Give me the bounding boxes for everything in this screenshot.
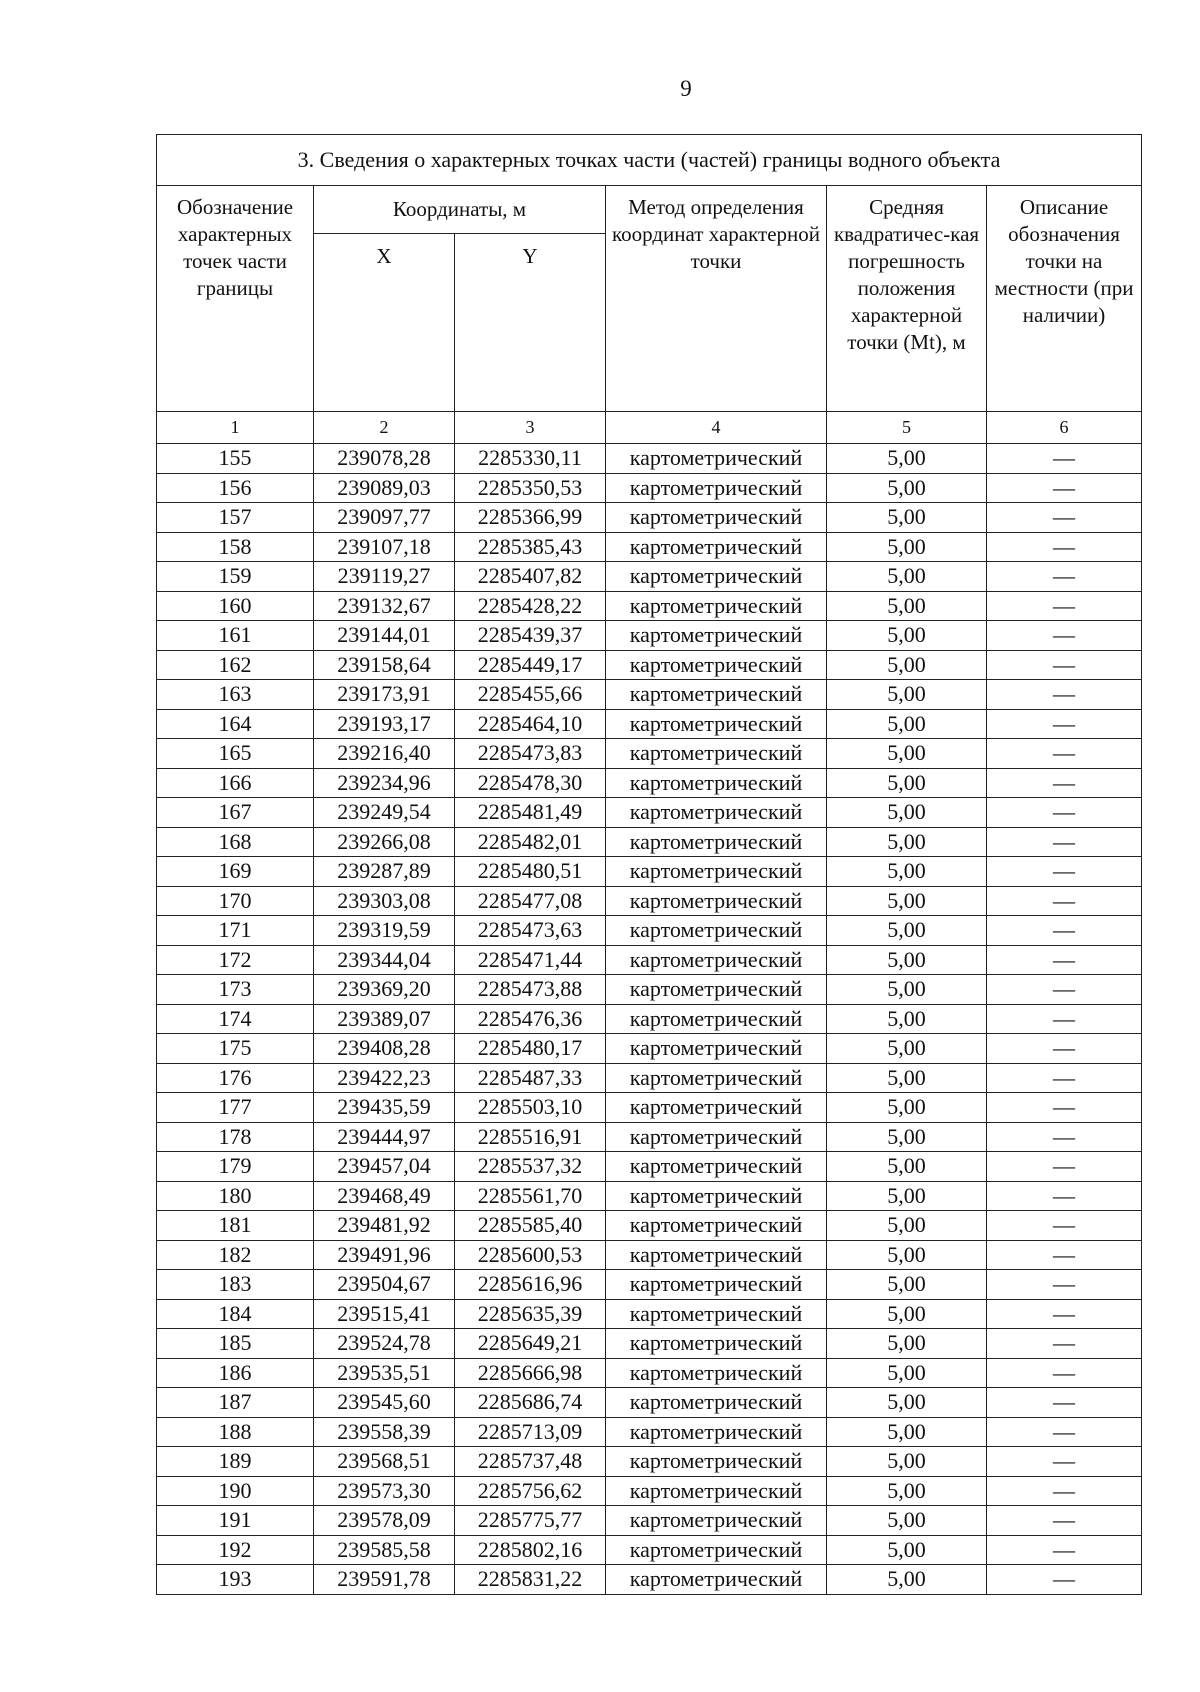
description-cell: — [987,798,1142,828]
method-cell: картометрический [606,709,827,739]
point-cell: 168 [157,827,314,857]
mt-error-cell: 5,00 [827,1329,987,1359]
mt-error-cell: 5,00 [827,1240,987,1270]
table-row [157,1211,1142,1241]
point-cell: 171 [157,916,314,946]
mt-error-cell: 5,00 [827,1093,987,1123]
description-cell: — [987,1211,1142,1241]
y-coordinate-cell: 2285455,66 [455,680,606,710]
column-number: 6 [987,412,1142,444]
point-cell: 175 [157,1034,314,1064]
point-cell: 177 [157,1093,314,1123]
point-cell: 189 [157,1447,314,1477]
y-coordinate-cell: 2285366,99 [455,503,606,533]
mt-error-cell: 5,00 [827,1417,987,1447]
x-coordinate-cell: 239132,67 [314,591,455,621]
y-coordinate-cell: 2285756,62 [455,1476,606,1506]
point-cell: 173 [157,975,314,1005]
mt-error-cell: 5,00 [827,1476,987,1506]
description-cell: — [987,768,1142,798]
description-cell: — [987,503,1142,533]
method-cell: картометрический [606,1447,827,1477]
mt-error-cell: 5,00 [827,975,987,1005]
column-number: 1 [157,412,314,444]
table-row [157,591,1142,621]
method-cell: картометрический [606,1152,827,1182]
mt-error-cell: 5,00 [827,1004,987,1034]
mt-error-cell: 5,00 [827,739,987,769]
description-cell: — [987,1270,1142,1300]
point-cell: 156 [157,473,314,503]
mt-error-cell: 5,00 [827,473,987,503]
y-coordinate-cell: 2285616,96 [455,1270,606,1300]
description-cell: — [987,680,1142,710]
method-cell: картометрический [606,1388,827,1418]
mt-error-cell: 5,00 [827,591,987,621]
table-row [157,945,1142,975]
point-cell: 164 [157,709,314,739]
table-row [157,1240,1142,1270]
mt-error-cell: 5,00 [827,1565,987,1595]
point-cell: 185 [157,1329,314,1359]
method-cell: картометрический [606,1329,827,1359]
x-coordinate-cell: 239457,04 [314,1152,455,1182]
description-cell: — [987,945,1142,975]
y-coordinate-cell: 2285802,16 [455,1535,606,1565]
method-cell: картометрический [606,1181,827,1211]
description-cell: — [987,1358,1142,1388]
description-cell: — [987,886,1142,916]
y-coordinate-cell: 2285635,39 [455,1299,606,1329]
x-coordinate-cell: 239568,51 [314,1447,455,1477]
table-row [157,916,1142,946]
mt-error-cell: 5,00 [827,945,987,975]
description-cell: — [987,1240,1142,1270]
description-cell: — [987,857,1142,887]
method-cell: картометрический [606,1476,827,1506]
mt-error-cell: 5,00 [827,650,987,680]
table-row [157,1122,1142,1152]
table-row [157,1152,1142,1182]
y-coordinate-cell: 2285480,51 [455,857,606,887]
y-coordinate-cell: 2285330,11 [455,444,606,474]
method-cell: картометрический [606,1535,827,1565]
mt-error-cell: 5,00 [827,857,987,887]
point-cell: 184 [157,1299,314,1329]
point-cell: 180 [157,1181,314,1211]
table-row [157,621,1142,651]
x-coordinate-cell: 239216,40 [314,739,455,769]
x-coordinate-cell: 239119,27 [314,562,455,592]
header-method: Метод определения координат характерной точки [606,186,827,412]
x-coordinate-cell: 239389,07 [314,1004,455,1034]
method-cell: картометрический [606,473,827,503]
header-designation: Обозначение характерных точек части границы [157,186,314,412]
point-cell: 181 [157,1211,314,1241]
y-coordinate-cell: 2285686,74 [455,1388,606,1418]
x-coordinate-cell: 239266,08 [314,827,455,857]
mt-error-cell: 5,00 [827,1535,987,1565]
x-coordinate-cell: 239078,28 [314,444,455,474]
description-cell: — [987,444,1142,474]
description-cell: — [987,1299,1142,1329]
mt-error-cell: 5,00 [827,1152,987,1182]
x-coordinate-cell: 239491,96 [314,1240,455,1270]
description-cell: — [987,532,1142,562]
description-cell: — [987,1093,1142,1123]
y-coordinate-cell: 2285537,32 [455,1152,606,1182]
table-row [157,857,1142,887]
method-cell: картометрический [606,1240,827,1270]
table-row [157,768,1142,798]
point-cell: 167 [157,798,314,828]
description-cell: — [987,1004,1142,1034]
table-row [157,1506,1142,1536]
point-cell: 179 [157,1152,314,1182]
x-coordinate-cell: 239545,60 [314,1388,455,1418]
description-cell: — [987,621,1142,651]
header-error: Средняя квадратичес-кая погрешность положения характерной точки (Mt), м [827,186,987,412]
y-coordinate-cell: 2285480,17 [455,1034,606,1064]
table-title: 3. Сведения о характерных точках части (частей) границы водного объекта [157,135,1142,186]
point-cell: 191 [157,1506,314,1536]
description-cell: — [987,1122,1142,1152]
y-coordinate-cell: 2285464,10 [455,709,606,739]
point-cell: 169 [157,857,314,887]
table-row [157,1565,1142,1595]
table-row [157,1476,1142,1506]
x-coordinate-cell: 239249,54 [314,798,455,828]
table-row [157,1270,1142,1300]
table-row [157,562,1142,592]
y-coordinate-cell: 2285775,77 [455,1506,606,1536]
mt-error-cell: 5,00 [827,916,987,946]
x-coordinate-cell: 239558,39 [314,1417,455,1447]
method-cell: картометрический [606,503,827,533]
table-row [157,1447,1142,1477]
point-cell: 163 [157,680,314,710]
y-coordinate-cell: 2285471,44 [455,945,606,975]
x-coordinate-cell: 239173,91 [314,680,455,710]
description-cell: — [987,1329,1142,1359]
method-cell: картометрический [606,739,827,769]
mt-error-cell: 5,00 [827,621,987,651]
method-cell: картометрический [606,1270,827,1300]
mt-error-cell: 5,00 [827,562,987,592]
column-number: 5 [827,412,987,444]
y-coordinate-cell: 2285737,48 [455,1447,606,1477]
mt-error-cell: 5,00 [827,768,987,798]
x-coordinate-cell: 239504,67 [314,1270,455,1300]
method-cell: картометрический [606,1211,827,1241]
table-row [157,975,1142,1005]
description-cell: — [987,1447,1142,1477]
mt-error-cell: 5,00 [827,1358,987,1388]
table-row [157,1004,1142,1034]
mt-error-cell: 5,00 [827,1447,987,1477]
table-row [157,503,1142,533]
header-coordinates: Координаты, м [314,186,606,234]
x-coordinate-cell: 239097,77 [314,503,455,533]
y-coordinate-cell: 2285477,08 [455,886,606,916]
table-row [157,709,1142,739]
x-coordinate-cell: 239193,17 [314,709,455,739]
point-cell: 166 [157,768,314,798]
mt-error-cell: 5,00 [827,827,987,857]
point-cell: 183 [157,1270,314,1300]
point-cell: 160 [157,591,314,621]
method-cell: картометрический [606,680,827,710]
x-coordinate-cell: 239585,58 [314,1535,455,1565]
method-cell: картометрический [606,1122,827,1152]
point-cell: 192 [157,1535,314,1565]
method-cell: картометрический [606,1506,827,1536]
y-coordinate-cell: 2285713,09 [455,1417,606,1447]
column-number: 3 [455,412,606,444]
table-row [157,739,1142,769]
point-cell: 190 [157,1476,314,1506]
x-coordinate-cell: 239578,09 [314,1506,455,1536]
x-coordinate-cell: 239319,59 [314,916,455,946]
x-coordinate-cell: 239422,23 [314,1063,455,1093]
point-cell: 170 [157,886,314,916]
x-coordinate-cell: 239444,97 [314,1122,455,1152]
point-cell: 161 [157,621,314,651]
point-cell: 155 [157,444,314,474]
x-coordinate-cell: 239158,64 [314,650,455,680]
y-coordinate-cell: 2285561,70 [455,1181,606,1211]
y-coordinate-cell: 2285476,36 [455,1004,606,1034]
y-coordinate-cell: 2285449,17 [455,650,606,680]
boundary-points-table [156,134,1142,1595]
table-row [157,798,1142,828]
x-coordinate-cell: 239435,59 [314,1093,455,1123]
header-description: Описание обозначения точки на местности (при наличии) [987,186,1142,412]
mt-error-cell: 5,00 [827,680,987,710]
description-cell: — [987,1535,1142,1565]
method-cell: картометрический [606,945,827,975]
description-cell: — [987,1152,1142,1182]
method-cell: картометрический [606,591,827,621]
y-coordinate-cell: 2285385,43 [455,532,606,562]
table-row [157,1358,1142,1388]
mt-error-cell: 5,00 [827,1299,987,1329]
point-cell: 172 [157,945,314,975]
point-cell: 187 [157,1388,314,1418]
x-coordinate-cell: 239515,41 [314,1299,455,1329]
x-coordinate-cell: 239524,78 [314,1329,455,1359]
method-cell: картометрический [606,444,827,474]
method-cell: картометрический [606,1034,827,1064]
header-x: X [314,234,455,412]
y-coordinate-cell: 2285503,10 [455,1093,606,1123]
description-cell: — [987,1034,1142,1064]
description-cell: — [987,562,1142,592]
description-cell: — [987,916,1142,946]
point-cell: 176 [157,1063,314,1093]
method-cell: картометрический [606,532,827,562]
table-row [157,1181,1142,1211]
point-cell: 186 [157,1358,314,1388]
mt-error-cell: 5,00 [827,1034,987,1064]
x-coordinate-cell: 239303,08 [314,886,455,916]
x-coordinate-cell: 239408,28 [314,1034,455,1064]
y-coordinate-cell: 2285600,53 [455,1240,606,1270]
table-row [157,1063,1142,1093]
point-cell: 158 [157,532,314,562]
method-cell: картометрический [606,886,827,916]
y-coordinate-cell: 2285482,01 [455,827,606,857]
x-coordinate-cell: 239535,51 [314,1358,455,1388]
point-cell: 193 [157,1565,314,1595]
table-row [157,1388,1142,1418]
mt-error-cell: 5,00 [827,1506,987,1536]
description-cell: — [987,1417,1142,1447]
column-number: 4 [606,412,827,444]
description-cell: — [987,650,1142,680]
x-coordinate-cell: 239107,18 [314,532,455,562]
column-number-row [157,412,1142,444]
column-number: 2 [314,412,455,444]
method-cell: картометрический [606,827,827,857]
description-cell: — [987,975,1142,1005]
table-row [157,886,1142,916]
header-y: Y [455,234,606,412]
method-cell: картометрический [606,1299,827,1329]
mt-error-cell: 5,00 [827,798,987,828]
description-cell: — [987,709,1142,739]
y-coordinate-cell: 2285831,22 [455,1565,606,1595]
table-row [157,1093,1142,1123]
page-number: 9 [680,76,692,101]
y-coordinate-cell: 2285481,49 [455,798,606,828]
method-cell: картометрический [606,1565,827,1595]
mt-error-cell: 5,00 [827,1211,987,1241]
description-cell: — [987,591,1142,621]
x-coordinate-cell: 239344,04 [314,945,455,975]
x-coordinate-cell: 239234,96 [314,768,455,798]
mt-error-cell: 5,00 [827,1063,987,1093]
method-cell: картометрический [606,1358,827,1388]
table-row [157,473,1142,503]
method-cell: картометрический [606,1004,827,1034]
method-cell: картометрический [606,621,827,651]
table-row [157,680,1142,710]
y-coordinate-cell: 2285649,21 [455,1329,606,1359]
description-cell: — [987,1063,1142,1093]
y-coordinate-cell: 2285585,40 [455,1211,606,1241]
y-coordinate-cell: 2285407,82 [455,562,606,592]
y-coordinate-cell: 2285473,83 [455,739,606,769]
description-cell: — [987,1506,1142,1536]
y-coordinate-cell: 2285487,33 [455,1063,606,1093]
method-cell: картометрический [606,1093,827,1123]
y-coordinate-cell: 2285666,98 [455,1358,606,1388]
description-cell: — [987,739,1142,769]
point-cell: 182 [157,1240,314,1270]
point-cell: 159 [157,562,314,592]
table-row [157,1299,1142,1329]
y-coordinate-cell: 2285439,37 [455,621,606,651]
point-cell: 174 [157,1004,314,1034]
method-cell: картометрический [606,798,827,828]
table-header [157,135,1142,444]
description-cell: — [987,827,1142,857]
x-coordinate-cell: 239481,92 [314,1211,455,1241]
mt-error-cell: 5,00 [827,532,987,562]
x-coordinate-cell: 239144,01 [314,621,455,651]
table-row [157,1535,1142,1565]
table-row [157,532,1142,562]
table-row [157,1034,1142,1064]
mt-error-cell: 5,00 [827,503,987,533]
mt-error-cell: 5,00 [827,1270,987,1300]
table-row [157,650,1142,680]
table-row [157,1329,1142,1359]
method-cell: картометрический [606,857,827,887]
mt-error-cell: 5,00 [827,444,987,474]
method-cell: картометрический [606,1417,827,1447]
y-coordinate-cell: 2285350,53 [455,473,606,503]
point-cell: 162 [157,650,314,680]
method-cell: картометрический [606,650,827,680]
table-body [157,444,1142,1595]
x-coordinate-cell: 239573,30 [314,1476,455,1506]
y-coordinate-cell: 2285478,30 [455,768,606,798]
point-cell: 188 [157,1417,314,1447]
x-coordinate-cell: 239369,20 [314,975,455,1005]
description-cell: — [987,1388,1142,1418]
mt-error-cell: 5,00 [827,1388,987,1418]
x-coordinate-cell: 239089,03 [314,473,455,503]
method-cell: картометрический [606,975,827,1005]
x-coordinate-cell: 239287,89 [314,857,455,887]
description-cell: — [987,473,1142,503]
table-row [157,1417,1142,1447]
description-cell: — [987,1565,1142,1595]
method-cell: картометрический [606,562,827,592]
x-coordinate-cell: 239468,49 [314,1181,455,1211]
method-cell: картометрический [606,768,827,798]
y-coordinate-cell: 2285428,22 [455,591,606,621]
point-cell: 165 [157,739,314,769]
mt-error-cell: 5,00 [827,1122,987,1152]
y-coordinate-cell: 2285516,91 [455,1122,606,1152]
description-cell: — [987,1476,1142,1506]
y-coordinate-cell: 2285473,63 [455,916,606,946]
mt-error-cell: 5,00 [827,709,987,739]
mt-error-cell: 5,00 [827,886,987,916]
x-coordinate-cell: 239591,78 [314,1565,455,1595]
method-cell: картометрический [606,916,827,946]
point-cell: 157 [157,503,314,533]
description-cell: — [987,1181,1142,1211]
point-cell: 178 [157,1122,314,1152]
table-row [157,444,1142,474]
table-row [157,827,1142,857]
y-coordinate-cell: 2285473,88 [455,975,606,1005]
mt-error-cell: 5,00 [827,1181,987,1211]
method-cell: картометрический [606,1063,827,1093]
